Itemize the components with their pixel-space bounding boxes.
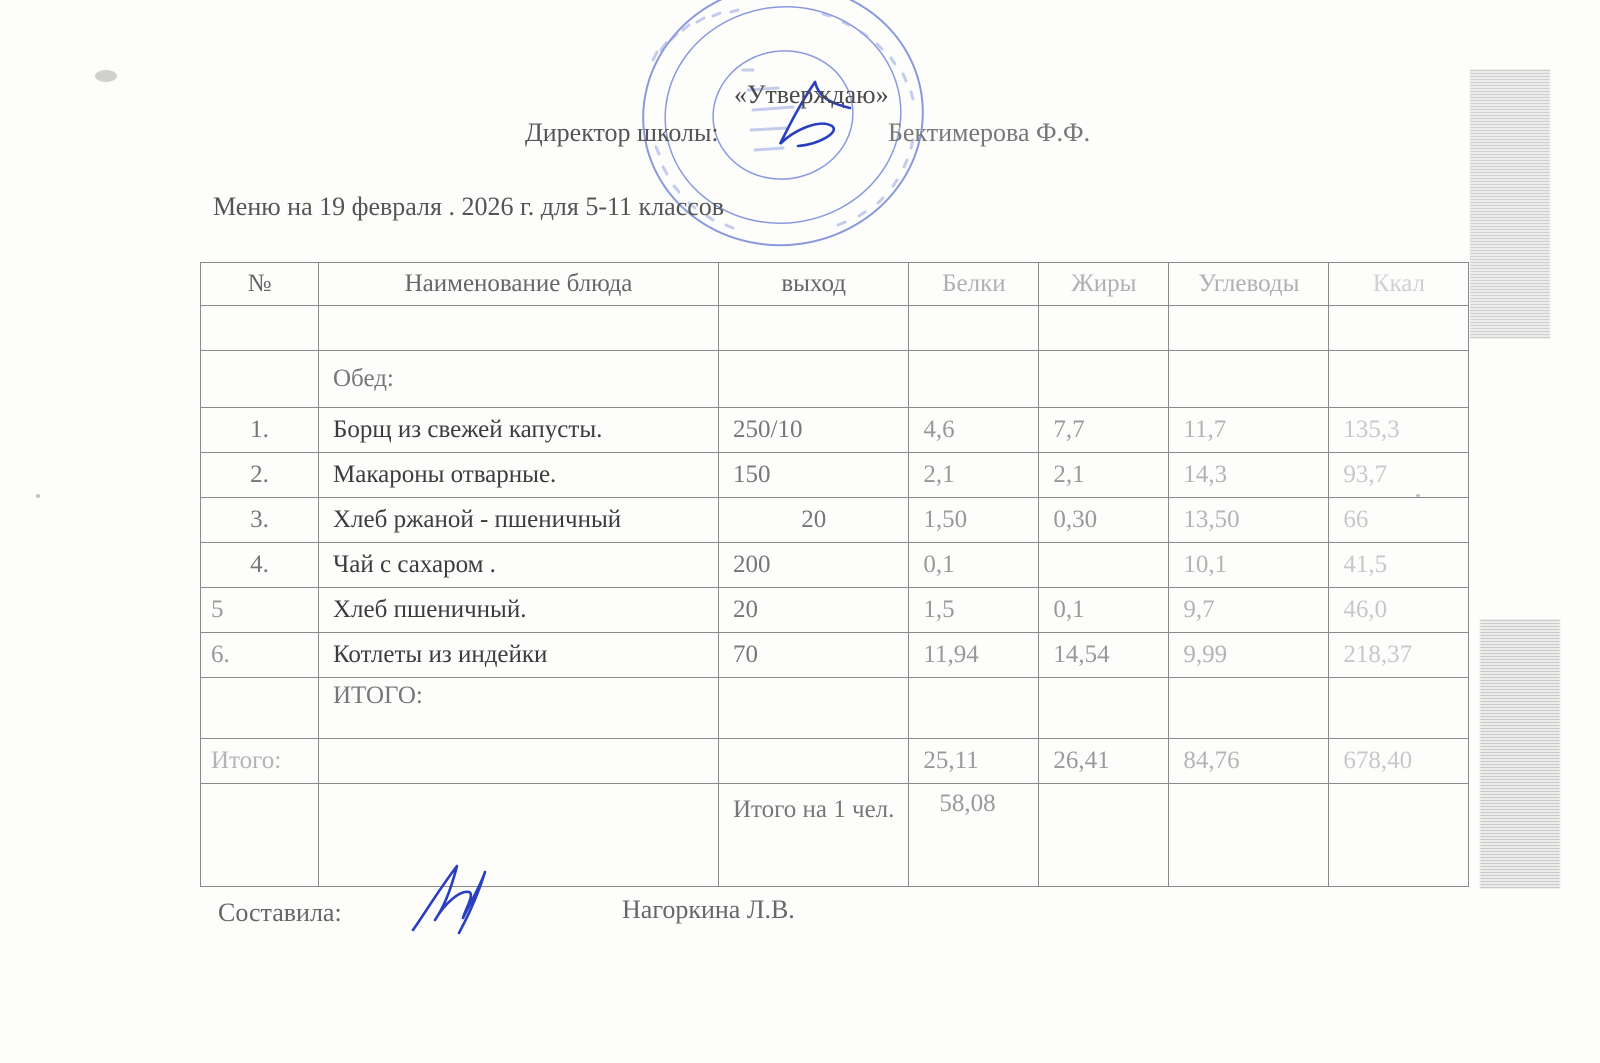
row-proteins: 11,94 [909,633,1039,678]
row-dish-name: Хлеб пшеничный. [319,588,719,633]
row-proteins: 0,1 [909,543,1039,588]
section-label: Обед: [319,351,719,408]
table-cell [201,306,319,351]
table-cell [201,784,319,887]
table-cell [1169,678,1329,739]
table-cell [909,678,1039,739]
row-num: 6. [201,633,319,678]
row-output: 20 [719,588,909,633]
dust-speck [36,494,40,498]
composed-by-label: Составила: [218,898,342,927]
header-name: Наименование блюда [319,263,719,306]
table-header-row [201,263,1469,306]
table-cell [1329,784,1469,887]
header-num: № [201,263,319,306]
row-num: 1. [201,408,319,453]
table-cell [1169,351,1329,408]
table-row [201,408,1469,453]
total-fats: 26,41 [1039,739,1169,784]
table-row [201,633,1469,678]
row-fats: 14,54 [1039,633,1169,678]
table-cell [719,678,909,739]
table-row-section [201,351,1469,408]
director-name: Бектимерова Ф.Ф. [888,118,1091,147]
row-fats: 0,30 [1039,498,1169,543]
composer-signature-icon [405,858,505,938]
row-kcal: 218,37 [1329,633,1469,678]
total-label: Итого: [201,739,319,784]
table-row-total [201,739,1469,784]
table-row [201,498,1469,543]
dust-speck [95,70,117,82]
row-fats: 0,1 [1039,588,1169,633]
row-carbs: 11,7 [1169,408,1329,453]
row-num: 5 [201,588,319,633]
row-num: 2. [201,453,319,498]
approval-caption: «Утверждаю» [734,80,889,109]
row-output: 70 [719,633,909,678]
table-row-empty [201,306,1469,351]
row-num: 4. [201,543,319,588]
composer-name: Нагоркина Л.В. [622,895,795,924]
table-cell [1329,306,1469,351]
scan-streak-bottom [1480,620,1560,890]
row-proteins: 1,50 [909,498,1039,543]
table-cell [319,784,719,887]
row-kcal: 66 [1329,498,1469,543]
table-cell [1169,784,1329,887]
menu-table [200,262,1469,887]
row-dish-name: Хлеб ржаной - пшеничный [319,498,719,543]
table-cell [201,351,319,408]
table-row-itogo [201,678,1469,739]
row-carbs: 13,50 [1169,498,1329,543]
table-cell [909,351,1039,408]
table-row [201,543,1469,588]
table-cell [1329,678,1469,739]
row-kcal: 41,5 [1329,543,1469,588]
table-cell [1039,784,1169,887]
table-row [201,588,1469,633]
table-cell [201,678,319,739]
row-proteins: 4,6 [909,408,1039,453]
header-kcal: Ккал [1329,263,1469,306]
table-cell [319,739,719,784]
menu-date-line: Меню на 19 февраля . 2026 г. для 5-11 классов [213,192,725,221]
table-cell [1329,351,1469,408]
row-kcal: 46,0 [1329,588,1469,633]
total-kcal: 678,40 [1329,739,1469,784]
row-dish-name: Чай с сахаром . [319,543,719,588]
row-num: 3. [201,498,319,543]
table-cell [719,351,909,408]
table-cell [719,306,909,351]
per-person-value: 58,08 [909,784,1039,887]
table-cell [1039,351,1169,408]
row-fats [1039,543,1169,588]
table-cell [1039,678,1169,739]
director-label: Директор школы: [525,118,719,147]
row-kcal: 135,3 [1329,408,1469,453]
table-cell [909,306,1039,351]
row-carbs: 10,1 [1169,543,1329,588]
header-output: выход [719,263,909,306]
row-kcal: 93,7 [1329,453,1469,498]
row-output: 250/10 [719,408,909,453]
row-fats: 2,1 [1039,453,1169,498]
row-output: 20 [719,498,909,543]
header-proteins: Белки [909,263,1039,306]
row-dish-name: Борщ из свежей капусты. [319,408,719,453]
row-output: 200 [719,543,909,588]
table-cell [1039,306,1169,351]
row-dish-name: Котлеты из индейки [319,633,719,678]
table-row-per-person [201,784,1469,887]
row-fats: 7,7 [1039,408,1169,453]
row-dish-name: Макароны отварные. [319,453,719,498]
total-carbs: 84,76 [1169,739,1329,784]
total-proteins: 25,11 [909,739,1039,784]
header-fats: Жиры [1039,263,1169,306]
row-proteins: 1,5 [909,588,1039,633]
table-row [201,453,1469,498]
scan-streak-top [1470,70,1550,340]
table-cell [719,739,909,784]
row-carbs: 14,3 [1169,453,1329,498]
per-person-label: Итого на 1 чел. [719,784,909,887]
table-cell [1169,306,1329,351]
header-carbs: Углеводы [1169,263,1329,306]
table-cell [319,306,719,351]
row-carbs: 9,7 [1169,588,1329,633]
itogo-caps-label: ИТОГО: [319,678,719,739]
row-output: 150 [719,453,909,498]
row-carbs: 9,99 [1169,633,1329,678]
row-proteins: 2,1 [909,453,1039,498]
